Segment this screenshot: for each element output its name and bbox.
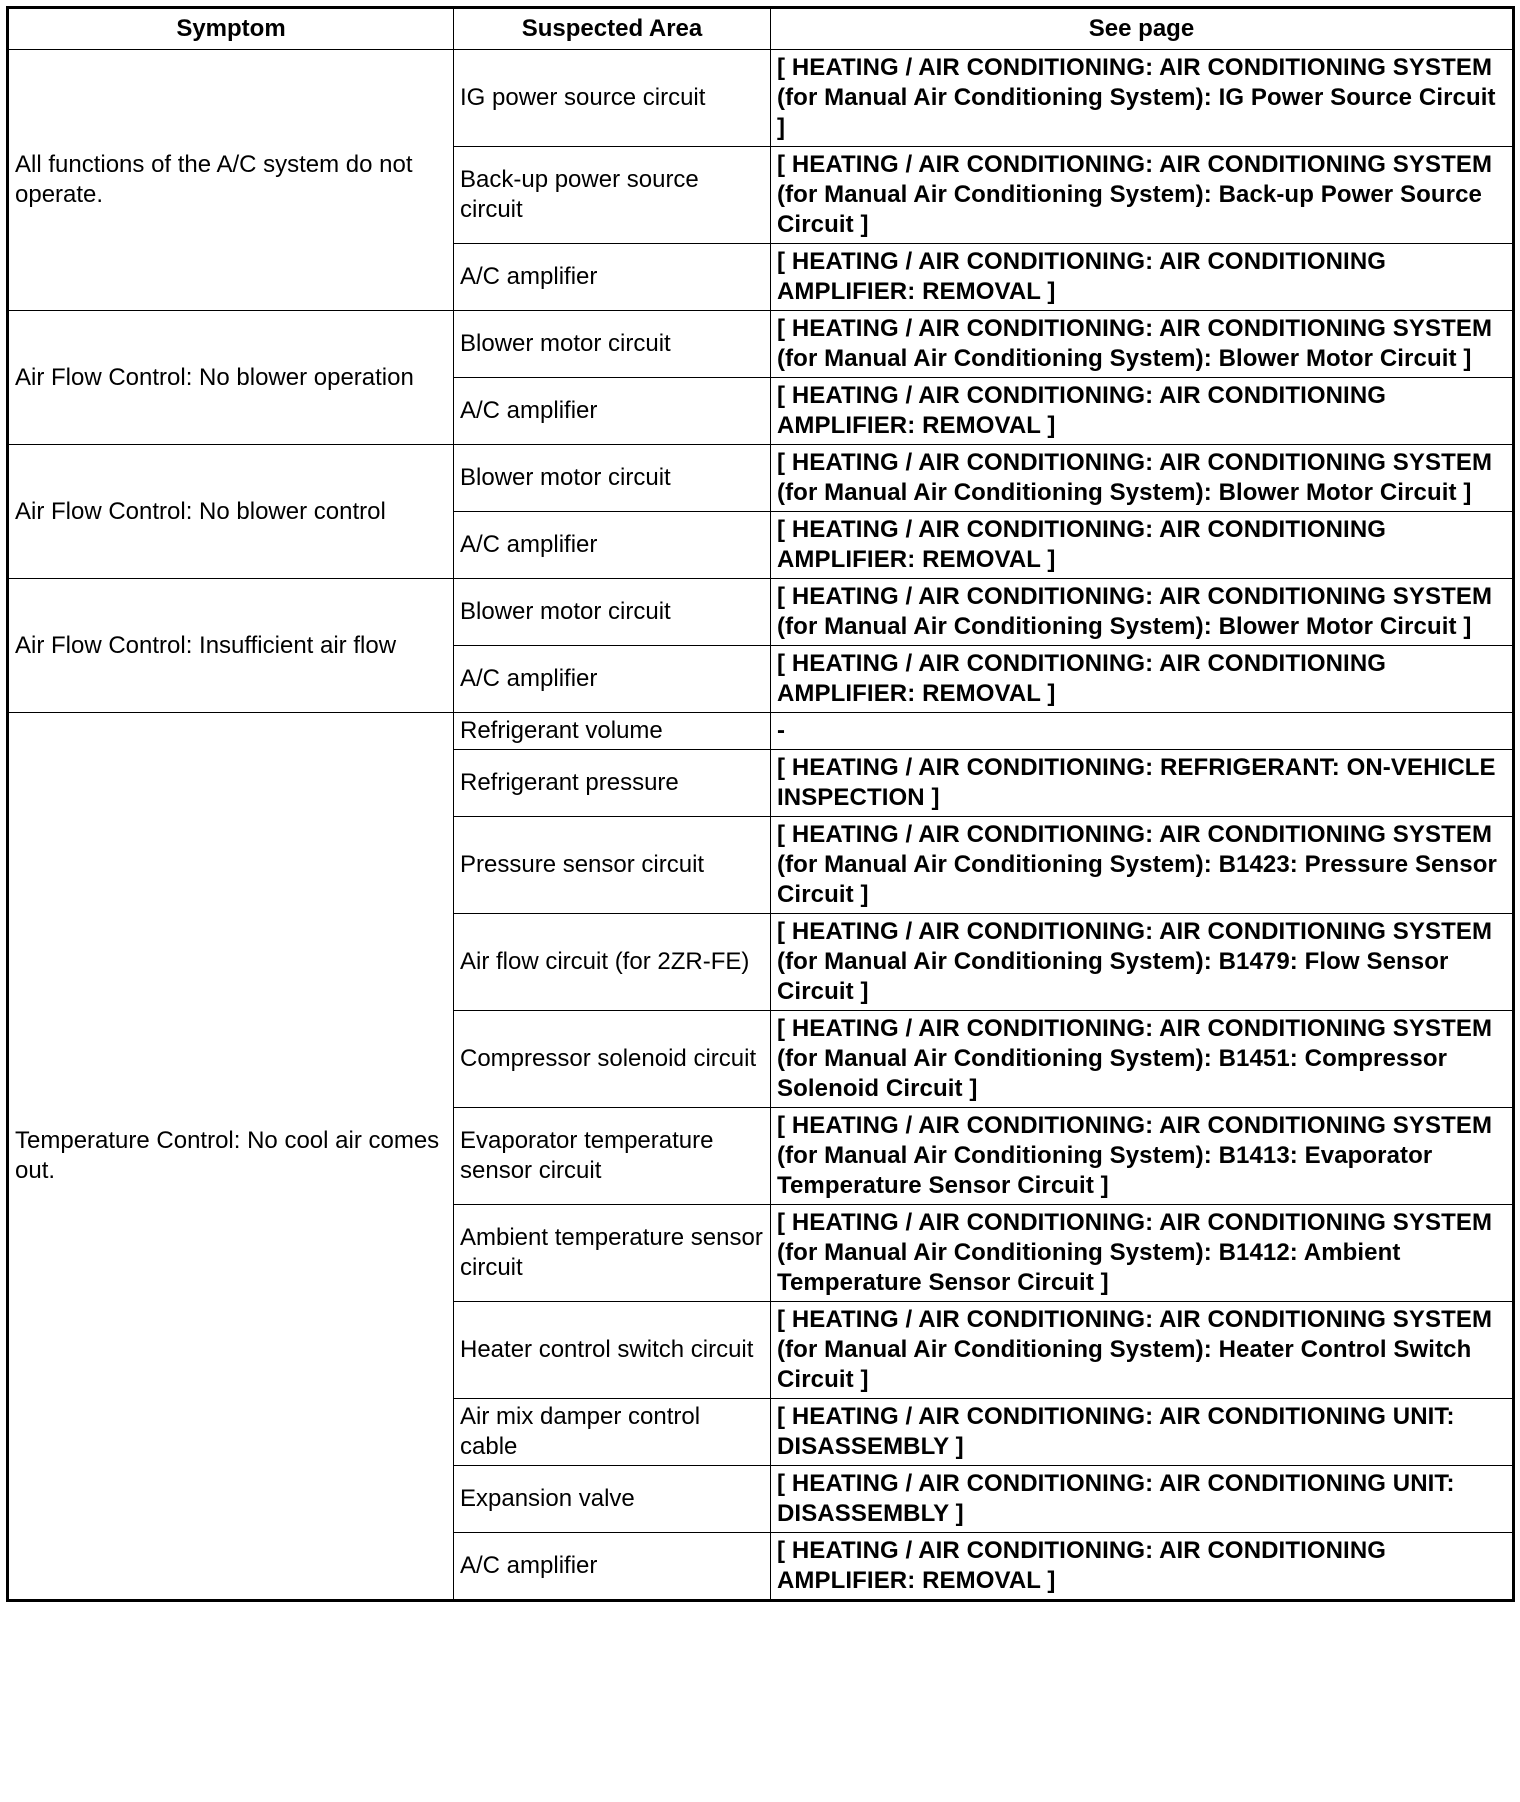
- symptom-cell: Temperature Control: No cool air comes out.: [8, 713, 454, 1601]
- see-page-reference-cell: [ HEATING / AIR CONDITIONING: AIR CONDITIONING SYSTEM (for Manual Air Conditioning System): Blower Motor Circuit ]: [771, 311, 1514, 378]
- suspected-area-cell: A/C amplifier: [454, 646, 771, 713]
- problem-symptoms-table-container: [6, 6, 1512, 1602]
- suspected-area-cell: IG power source circuit: [454, 50, 771, 147]
- suspected-area-cell: Refrigerant pressure: [454, 750, 771, 817]
- see-page-reference-cell: [ HEATING / AIR CONDITIONING: AIR CONDITIONING SYSTEM (for Manual Air Conditioning System): IG Power Source Circuit ]: [771, 50, 1514, 147]
- suspected-area-cell: A/C amplifier: [454, 512, 771, 579]
- suspected-area-cell: Air flow circuit (for 2ZR-FE): [454, 914, 771, 1011]
- suspected-area-cell: Air mix damper control cable: [454, 1399, 771, 1466]
- header-symptom: Symptom: [8, 8, 454, 50]
- suspected-area-cell: Blower motor circuit: [454, 445, 771, 512]
- see-page-reference-cell: [ HEATING / AIR CONDITIONING: AIR CONDITIONING SYSTEM (for Manual Air Conditioning System): B1412: Ambient Temperature Sensor Circuit ]: [771, 1205, 1514, 1302]
- suspected-area-cell: Blower motor circuit: [454, 579, 771, 646]
- see-page-reference-cell: [ HEATING / AIR CONDITIONING: AIR CONDITIONING SYSTEM (for Manual Air Conditioning System): Heater Control Switch Circuit ]: [771, 1302, 1514, 1399]
- symptom-cell: Air Flow Control: No blower operation: [8, 311, 454, 445]
- suspected-area-cell: Expansion valve: [454, 1466, 771, 1533]
- see-page-reference-cell: [ HEATING / AIR CONDITIONING: AIR CONDITIONING SYSTEM (for Manual Air Conditioning System): B1423: Pressure Sensor Circuit ]: [771, 817, 1514, 914]
- suspected-area-cell: Heater control switch circuit: [454, 1302, 771, 1399]
- see-page-reference-cell: [ HEATING / AIR CONDITIONING: AIR CONDITIONING AMPLIFIER: REMOVAL ]: [771, 512, 1514, 579]
- table-row: [8, 50, 1514, 147]
- suspected-area-cell: Evaporator temperature sensor circuit: [454, 1108, 771, 1205]
- suspected-area-cell: Back-up power source circuit: [454, 147, 771, 244]
- see-page-reference-cell: [ HEATING / AIR CONDITIONING: REFRIGERANT: ON-VEHICLE INSPECTION ]: [771, 750, 1514, 817]
- table-body: [8, 50, 1514, 1601]
- see-page-reference-cell: [ HEATING / AIR CONDITIONING: AIR CONDITIONING SYSTEM (for Manual Air Conditioning System): B1451: Compressor Solenoid Circuit ]: [771, 1011, 1514, 1108]
- suspected-area-cell: Ambient temperature sensor circuit: [454, 1205, 771, 1302]
- header-row: [8, 8, 1514, 50]
- see-page-reference-cell: [ HEATING / AIR CONDITIONING: AIR CONDITIONING UNIT: DISASSEMBLY ]: [771, 1466, 1514, 1533]
- see-page-reference-cell: [ HEATING / AIR CONDITIONING: AIR CONDITIONING SYSTEM (for Manual Air Conditioning System): B1413: Evaporator Temperature Sensor Circuit ]: [771, 1108, 1514, 1205]
- see-page-reference-cell: -: [771, 713, 1514, 750]
- table-row: [8, 579, 1514, 646]
- see-page-reference-cell: [ HEATING / AIR CONDITIONING: AIR CONDITIONING SYSTEM (for Manual Air Conditioning System): Blower Motor Circuit ]: [771, 445, 1514, 512]
- table-row: [8, 445, 1514, 512]
- see-page-reference-cell: [ HEATING / AIR CONDITIONING: AIR CONDITIONING AMPLIFIER: REMOVAL ]: [771, 378, 1514, 445]
- see-page-reference-cell: [ HEATING / AIR CONDITIONING: AIR CONDITIONING SYSTEM (for Manual Air Conditioning System): Blower Motor Circuit ]: [771, 579, 1514, 646]
- symptom-cell: Air Flow Control: No blower control: [8, 445, 454, 579]
- symptom-cell: All functions of the A/C system do not operate.: [8, 50, 454, 311]
- suspected-area-cell: A/C amplifier: [454, 378, 771, 445]
- see-page-reference-cell: [ HEATING / AIR CONDITIONING: AIR CONDITIONING SYSTEM (for Manual Air Conditioning System): B1479: Flow Sensor Circuit ]: [771, 914, 1514, 1011]
- table-row: [8, 713, 1514, 750]
- problem-symptoms-table: [6, 6, 1515, 1602]
- header-suspected-area: Suspected Area: [454, 8, 771, 50]
- suspected-area-cell: Refrigerant volume: [454, 713, 771, 750]
- table-row: [8, 311, 1514, 378]
- suspected-area-cell: A/C amplifier: [454, 244, 771, 311]
- see-page-reference-cell: [ HEATING / AIR CONDITIONING: AIR CONDITIONING UNIT: DISASSEMBLY ]: [771, 1399, 1514, 1466]
- see-page-reference-cell: [ HEATING / AIR CONDITIONING: AIR CONDITIONING SYSTEM (for Manual Air Conditioning System): Back-up Power Source Circuit ]: [771, 147, 1514, 244]
- suspected-area-cell: A/C amplifier: [454, 1533, 771, 1601]
- suspected-area-cell: Pressure sensor circuit: [454, 817, 771, 914]
- see-page-reference-cell: [ HEATING / AIR CONDITIONING: AIR CONDITIONING AMPLIFIER: REMOVAL ]: [771, 1533, 1514, 1601]
- symptom-cell: Air Flow Control: Insufficient air flow: [8, 579, 454, 713]
- table-header: [8, 8, 1514, 50]
- see-page-reference-cell: [ HEATING / AIR CONDITIONING: AIR CONDITIONING AMPLIFIER: REMOVAL ]: [771, 244, 1514, 311]
- see-page-reference-cell: [ HEATING / AIR CONDITIONING: AIR CONDITIONING AMPLIFIER: REMOVAL ]: [771, 646, 1514, 713]
- header-see-page: See page: [771, 8, 1514, 50]
- suspected-area-cell: Compressor solenoid circuit: [454, 1011, 771, 1108]
- suspected-area-cell: Blower motor circuit: [454, 311, 771, 378]
